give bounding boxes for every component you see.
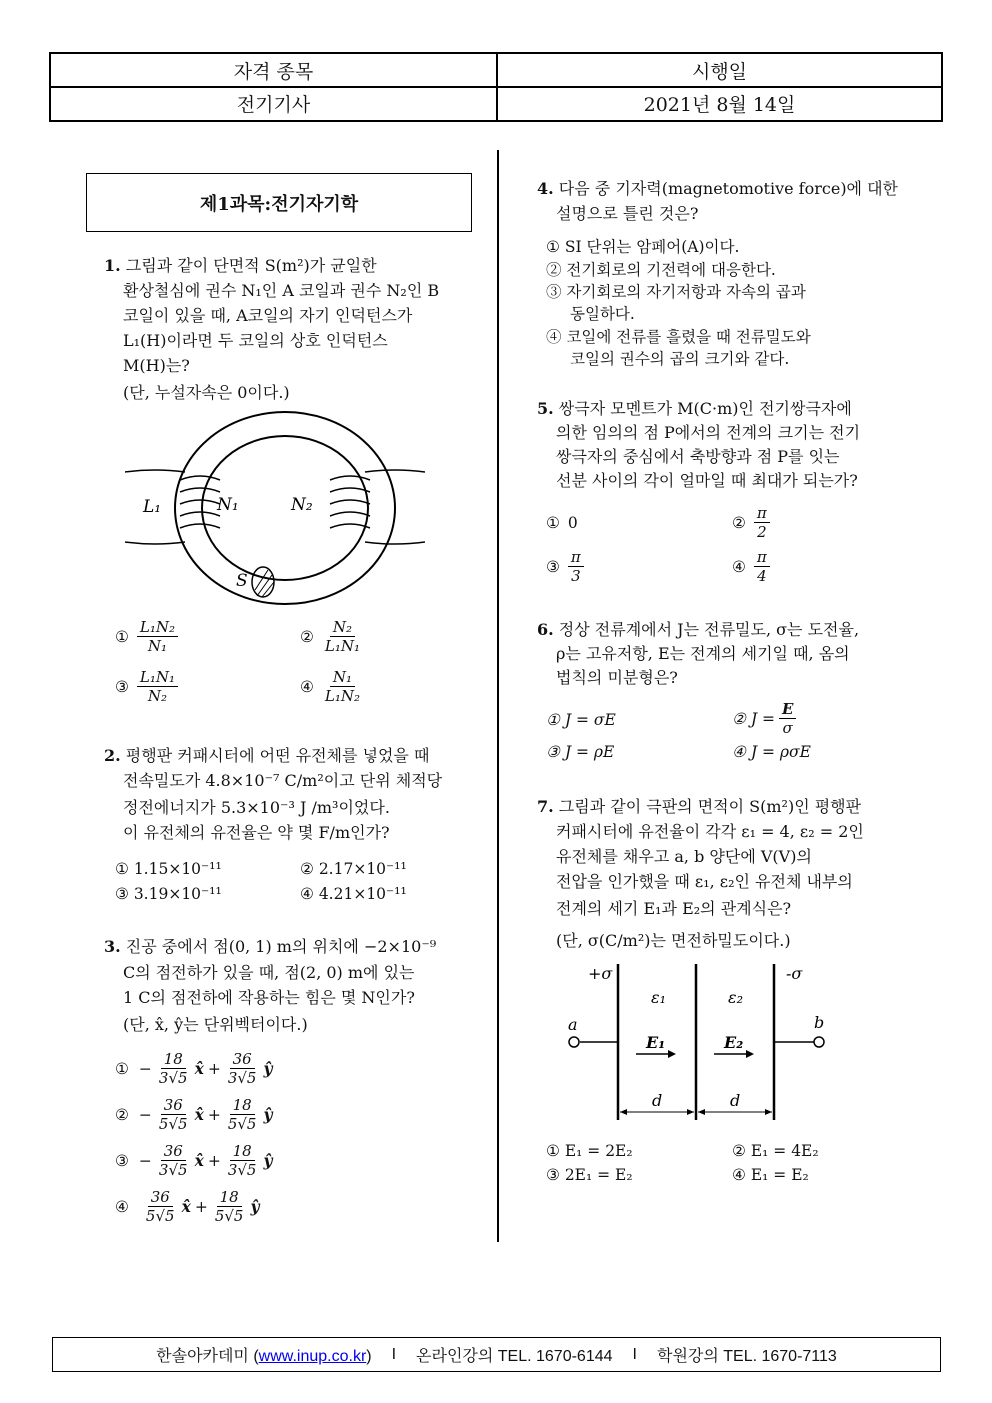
option-3[interactable]: ③ 2E₁ = E₂ xyxy=(546,1166,633,1184)
option-mark: ③ xyxy=(115,1151,129,1170)
label-eps1: ε₁ xyxy=(651,988,666,1007)
footer-separator: I xyxy=(391,1345,397,1363)
option-mark: ④ xyxy=(115,1197,129,1216)
terminal-a xyxy=(569,1037,579,1047)
question-number: 7. xyxy=(537,797,554,816)
footer-academy: 학원강의 TEL. 1670-7113 xyxy=(656,1348,837,1365)
column-divider xyxy=(497,150,499,1242)
toroid-figure xyxy=(125,410,425,610)
fraction xyxy=(754,548,770,585)
question-3-line: C의 점전하가 있을 때, 점(2, 0) m에 있는 xyxy=(123,963,415,982)
label-s: S xyxy=(236,571,248,591)
option-3[interactable] xyxy=(115,668,178,705)
option-1[interactable]: ① 1.15×10⁻¹¹ xyxy=(115,860,222,878)
option-4[interactable]: ④ 코일에 전류를 흘렸을 때 전류밀도와 xyxy=(546,328,811,346)
numerator: E xyxy=(779,700,796,719)
denominator: 5√5 xyxy=(214,1207,244,1225)
x-unit-vector: x̂ xyxy=(194,1105,204,1124)
header-col1-title: 자격 종목 xyxy=(51,54,498,86)
footer-online: 온라인강의 TEL. 1670-6144 xyxy=(416,1348,613,1365)
option-4[interactable]: ④ E₁ = E₂ xyxy=(732,1166,809,1184)
question-number: 4. xyxy=(537,179,554,198)
label-n1: N₁ xyxy=(217,495,239,515)
question-7-note: (단, σ(C/m²)는 면전하밀도이다.) xyxy=(556,931,791,950)
option-1[interactable] xyxy=(546,514,578,532)
question-text: 평행판 커패시터에 어떤 유전체를 넣었을 때 xyxy=(125,746,430,765)
label-E1: E₁ xyxy=(646,1033,666,1052)
numerator: 18 xyxy=(230,1142,255,1161)
option-mark: ① xyxy=(115,627,129,646)
question-7-line: 커패시터에 유전율이 각각 ε₁ = 4, ε₂ = 2인 xyxy=(556,822,864,841)
option-3[interactable]: ③ J = ρE xyxy=(546,743,615,761)
numerator: 36 xyxy=(148,1188,173,1207)
y-unit-vector: ŷ xyxy=(250,1197,260,1216)
question-7-line: 전압을 인가했을 때 ε₁, ε₂인 유전체 내부의 xyxy=(556,872,853,891)
denominator: L₁N₂ xyxy=(324,687,361,705)
fraction xyxy=(156,1050,191,1087)
fraction xyxy=(225,1050,260,1087)
option-3[interactable] xyxy=(546,548,584,585)
denominator: 3√5 xyxy=(158,1069,188,1087)
question-1-line: L₁(H)이라면 두 코일의 상호 인덕턴스 xyxy=(123,331,388,350)
option-2[interactable] xyxy=(300,618,363,655)
question-number: 2. xyxy=(104,746,121,765)
fraction xyxy=(156,1142,191,1179)
numerator: 36 xyxy=(161,1096,186,1115)
denominator: 3√5 xyxy=(227,1069,257,1087)
question-text: 그림과 같이 극판의 면적이 S(m²)인 평행판 xyxy=(558,797,862,816)
footer-org xyxy=(156,1343,371,1366)
fraction xyxy=(137,668,178,705)
numerator: π xyxy=(754,548,770,567)
fraction xyxy=(137,618,178,655)
label-plus-sigma: +σ xyxy=(588,964,613,983)
sign: − xyxy=(138,1105,152,1124)
denominator: 5√5 xyxy=(227,1115,257,1133)
sign: − xyxy=(138,1151,152,1170)
operator: + xyxy=(207,1105,221,1124)
option-mark: ② xyxy=(115,1105,129,1124)
y-unit-vector: ŷ xyxy=(263,1105,273,1124)
option-mark: ① xyxy=(115,1059,129,1078)
question-number: 1. xyxy=(104,256,121,275)
operator: + xyxy=(194,1197,208,1216)
option-4[interactable] xyxy=(732,548,770,585)
fraction xyxy=(568,548,584,585)
numerator: π xyxy=(568,548,584,567)
cross-section xyxy=(252,567,274,597)
question-4-line: 설명으로 틀린 것은? xyxy=(556,204,699,223)
label-E2: E₂ xyxy=(724,1033,744,1052)
question-5-line: 선분 사이의 각이 얼마일 때 최대가 되는가? xyxy=(556,471,858,490)
question-text: 다음 중 기자력(magnetomotive force)에 대한 xyxy=(558,179,899,198)
option-mark: ④ xyxy=(732,557,746,576)
label-n2: N₂ xyxy=(291,495,313,515)
question-1-line: 코일이 있을 때, A코일의 자기 인덕턴스가 xyxy=(123,306,413,325)
x-unit-vector: x̂ xyxy=(194,1151,204,1170)
option-mark: ④ xyxy=(300,677,314,696)
question-text: 그림과 같이 단면적 S(m²)가 균일한 xyxy=(125,256,377,275)
fraction xyxy=(143,1188,178,1225)
question-3 xyxy=(104,934,436,959)
x-unit-vector: x̂ xyxy=(194,1059,204,1078)
sign: − xyxy=(138,1059,152,1078)
denominator: σ xyxy=(782,719,793,737)
denominator: 3√5 xyxy=(158,1161,188,1179)
question-2-line: 전속밀도가 4.8×10⁻⁷ C/m²이고 단위 체적당 xyxy=(123,771,443,790)
option-4[interactable]: ④ J = ρσE xyxy=(732,743,811,761)
header-col1-value: 전기기사 xyxy=(51,86,498,120)
label-minus-sigma: -σ xyxy=(786,964,803,983)
option-3[interactable]: ③ 3.19×10⁻¹¹ xyxy=(115,885,222,903)
header-col2-title: 시행일 xyxy=(691,60,748,83)
toroid-outer xyxy=(175,412,395,604)
label-b: b xyxy=(814,1013,825,1032)
option-3-cont: 동일하다. xyxy=(570,305,635,323)
coil-a-windings xyxy=(180,476,220,528)
fraction xyxy=(225,1142,260,1179)
fraction xyxy=(156,1096,191,1133)
numerator: L₁N₁ xyxy=(137,668,178,687)
header-row-values xyxy=(51,86,941,120)
fraction xyxy=(225,1096,260,1133)
question-1-note: (단, 누설자속은 0이다.) xyxy=(123,383,290,402)
footer-paren: ) xyxy=(366,1348,372,1365)
footer-link[interactable]: www.inup.co.kr xyxy=(258,1348,367,1365)
question-6-line: 법칙의 미분형은? xyxy=(556,668,678,687)
footer-name: 한솔아카데미 ( xyxy=(156,1348,259,1365)
question-3-line: (단, x̂, ŷ는 단위벡터이다.) xyxy=(123,1015,308,1034)
option-2[interactable] xyxy=(732,504,770,541)
numerator: 18 xyxy=(217,1188,242,1207)
question-7-line: 전계의 세기 E₁과 E₂의 관계식은? xyxy=(556,899,792,918)
option-mark: ③ xyxy=(546,557,560,576)
label-a: a xyxy=(568,1015,578,1034)
question-5-line: 쌍극자의 중심에서 축방향과 점 P를 잇는 xyxy=(556,447,840,466)
question-2-line: 이 유전체의 유전율은 약 몇 F/m인가? xyxy=(123,823,390,842)
denominator: 5√5 xyxy=(145,1207,175,1225)
option-1[interactable] xyxy=(115,618,178,655)
option-4[interactable] xyxy=(300,668,363,705)
capacitor-figure xyxy=(560,958,840,1128)
label-l1: L₁ xyxy=(143,497,162,517)
question-2 xyxy=(104,743,429,768)
header-table xyxy=(49,52,943,122)
question-3-line: 1 C의 점전하에 작용하는 힘은 몇 N인가? xyxy=(123,988,415,1007)
label-d2: d xyxy=(730,1091,741,1110)
fraction xyxy=(779,700,796,737)
operator: + xyxy=(207,1151,221,1170)
denominator: L₁N₁ xyxy=(324,637,361,655)
subject-title: 제1과목:전기자기학 xyxy=(86,173,472,232)
question-number: 5. xyxy=(537,399,554,418)
question-5-line: 의한 임의의 점 P에서의 전계의 크기는 전기 xyxy=(556,423,861,442)
option-1[interactable] xyxy=(115,1050,272,1087)
option-mark: ② xyxy=(732,513,746,532)
footer xyxy=(52,1337,941,1372)
numerator: π xyxy=(754,504,770,523)
option-mark: ③ xyxy=(115,677,129,696)
denominator: 3√5 xyxy=(227,1161,257,1179)
fraction xyxy=(322,668,363,705)
header-row-titles xyxy=(51,54,941,88)
question-1-line: M(H)는? xyxy=(123,356,190,375)
question-5 xyxy=(537,396,852,421)
numerator: N₁ xyxy=(330,668,355,687)
numerator: 18 xyxy=(161,1050,186,1069)
question-7-line: 유전체를 채우고 a, b 양단에 V(V)의 xyxy=(556,847,812,866)
question-6 xyxy=(537,617,859,642)
y-unit-vector: ŷ xyxy=(263,1151,273,1170)
option-4[interactable] xyxy=(115,1188,259,1225)
question-2-line: 정전에너지가 5.3×10⁻³ J /m³이었다. xyxy=(123,798,390,817)
question-6-line: ρ는 고유저항, E는 전계의 세기일 때, 옴의 xyxy=(556,644,850,663)
fraction xyxy=(212,1188,247,1225)
denominator: 4 xyxy=(757,567,767,585)
numerator: L₁N₂ xyxy=(137,618,178,637)
terminal-b xyxy=(814,1037,824,1047)
fraction xyxy=(322,618,363,655)
numerator: 18 xyxy=(230,1096,255,1115)
denominator: 5√5 xyxy=(158,1115,188,1133)
option-1[interactable]: ① SI 단위는 암페어(A)이다. xyxy=(546,238,740,256)
header-col2-value: 2021년 8월 14일 xyxy=(643,93,796,116)
option-4[interactable]: ④ 4.21×10⁻¹¹ xyxy=(300,885,407,903)
footer-separator: I xyxy=(632,1345,637,1363)
denominator: N₁ xyxy=(147,637,168,655)
label-eps2: ε₂ xyxy=(728,988,743,1007)
x-unit-vector: x̂ xyxy=(181,1197,191,1216)
option-2[interactable] xyxy=(115,1096,272,1133)
option-2[interactable]: ② 2.17×10⁻¹¹ xyxy=(300,860,407,878)
fraction xyxy=(754,504,770,541)
option-value: 0 xyxy=(567,514,578,532)
question-number: 3. xyxy=(104,937,121,956)
y-unit-vector: ŷ xyxy=(263,1059,273,1078)
option-mark: ① xyxy=(546,514,560,532)
option-1[interactable]: ① J = σE xyxy=(546,711,616,729)
option-2[interactable] xyxy=(732,700,796,737)
denominator: N₂ xyxy=(147,687,168,705)
option-mark: ② xyxy=(300,627,314,646)
option-1[interactable]: ① E₁ = 2E₂ xyxy=(546,1142,633,1160)
operator: + xyxy=(207,1059,221,1078)
question-7 xyxy=(537,794,861,819)
numerator: 36 xyxy=(230,1050,255,1069)
question-text: 쌍극자 모멘트가 M(C·m)인 전기쌍극자에 xyxy=(558,399,852,418)
option-2[interactable]: ② E₁ = 4E₂ xyxy=(732,1142,819,1160)
numerator: 36 xyxy=(161,1142,186,1161)
question-number: 6. xyxy=(537,620,554,639)
question-text: 정상 전류계에서 J는 전류밀도, σ는 도전율, xyxy=(558,620,860,639)
denominator: 2 xyxy=(757,523,767,541)
option-2[interactable]: ② 전기회로의 기전력에 대응한다. xyxy=(546,261,776,279)
question-4 xyxy=(537,176,898,201)
option-text: ② J = xyxy=(732,709,775,728)
question-1-line: 환상철심에 권수 N₁인 A 코일과 권수 N₂인 B xyxy=(123,281,440,300)
option-4-cont: 코일의 권수의 곱의 크기와 같다. xyxy=(570,350,790,368)
denominator: 3 xyxy=(571,567,581,585)
option-3[interactable] xyxy=(115,1142,272,1179)
numerator: N₂ xyxy=(330,618,355,637)
label-d1: d xyxy=(652,1091,663,1110)
question-text: 진공 중에서 점(0, 1) m의 위치에 −2×10⁻⁹ xyxy=(125,937,437,956)
question-1 xyxy=(104,253,489,278)
option-3[interactable]: ③ 자기회로의 자기저항과 자속의 곱과 xyxy=(546,283,806,301)
